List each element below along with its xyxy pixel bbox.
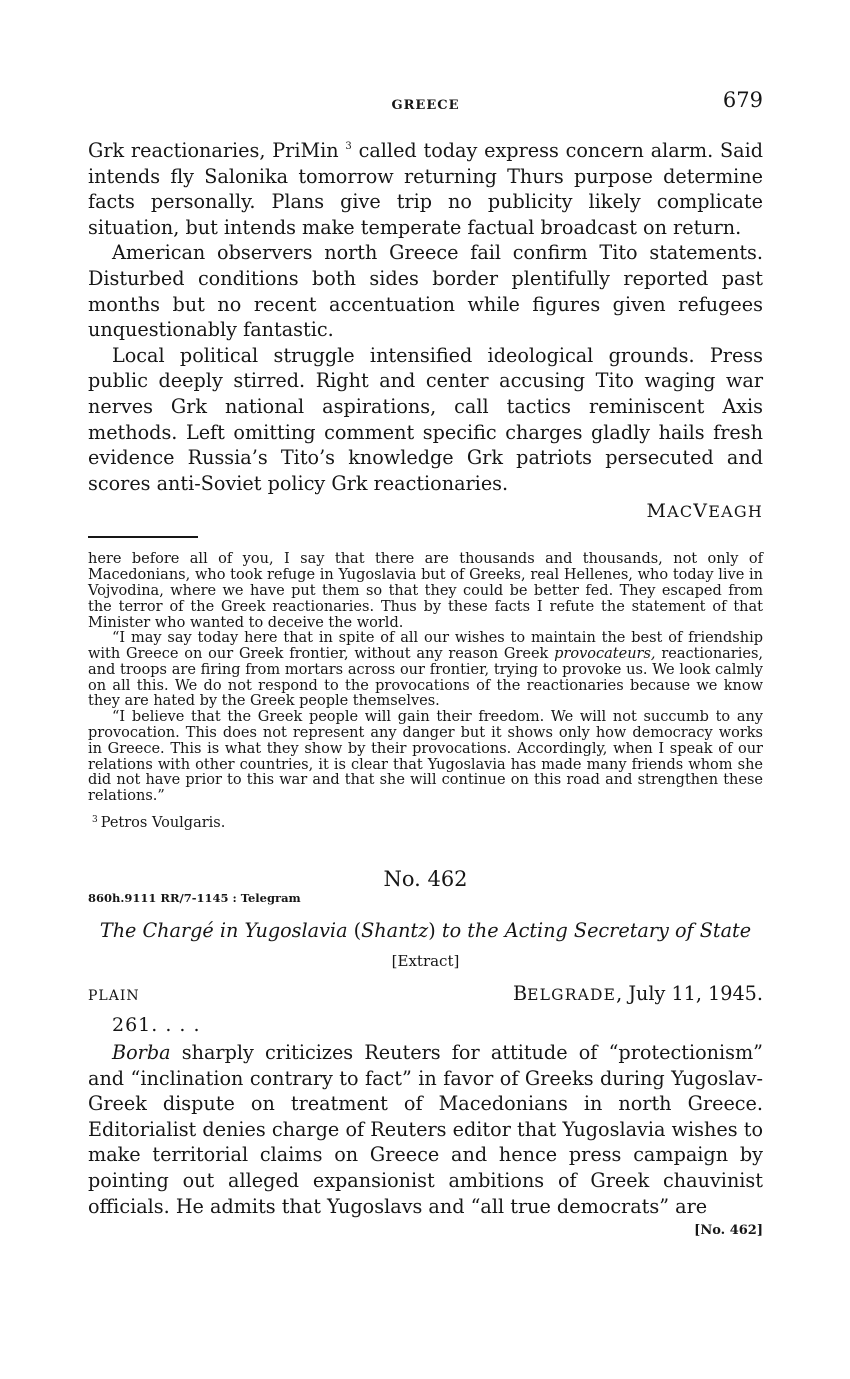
footnote-frontier-italic: provocateurs, [554,646,656,663]
title-paren-open: ( [353,919,362,943]
footnote-continuation: here before all of you, I say that there are thousands and thousands, not only of Macedonians, who took refuge in Yugoslavia but of Greeks, real Hellenes, who today live in Vojvodina, where we have put them so that they could be better fed. They escaped from the terror of the Greek reactionaries. Thus by these facts I refute the statement of that Minister who wanted to deceive the world. [88,551,763,631]
date: , July 11, 1945. [616,982,763,1006]
title-paren-close: ) [428,919,436,943]
footnote-paragraph-frontier [88,631,763,710]
page-header [88,88,763,124]
footnote-3-number: 3 [92,815,98,826]
signature-part-eagh: EAGH [708,502,763,522]
borba-italic: Borba [112,1041,171,1065]
signature-initial-v: V [693,500,709,523]
continuation-marker: [No. 462] [694,1223,763,1239]
signature-part-ac: AC [667,502,694,522]
document-title-start: The Chargé in Yugoslavia [99,919,348,943]
place-date [513,982,763,1005]
signature-initial-m: M [646,500,668,523]
footnote-paragraph-freedom: “I believe that the Greek people will gain their freedom. We will not succumb to any provocation. This does not represent any danger but it shows only how democracy works in Greece. This is what they show by their provocations. Accordingly, when I speak of our relations with other countries, it is clear that Yugoslavia has made many friends whom she did not have prior to this war and that she will continue on this road and strengthen these relations.” [88,709,763,805]
paragraph-primin-rest: called today express concern alarm. Said intends fly Salonika tomorrow returning Thurs purpose determine facts personally. Plans give trip no publicity likely complicate situation, but intends make temperate factual broadcast on return. [88,139,763,239]
footnote-3 [92,815,763,831]
document-page [88,88,763,1238]
place-initial: B [513,982,528,1006]
title-name: Shantz [361,919,429,943]
classification: PLAIN [88,988,140,1005]
footnote-marker: 3 [345,141,352,152]
paragraph-borba [88,1040,763,1219]
file-reference: 860h.9111 RR/7-1145 : Telegram [88,891,301,906]
extract-label: [Extract] [391,952,460,971]
footnote-frontier-start: “I may say today here that in spite of all our wishes to maintain the best of friendship with Greece on our Greek frontier, without any reason Greek [88,630,763,663]
footnote-divider [88,536,198,538]
paragraph-primin [88,134,763,240]
paragraph-political-struggle: Local political struggle intensified ideological grounds. Press public deeply stirred. Right and center accusing Tito waging war nerves Grk national aspirations, call tactics reminiscent Axis methods. Left omitting comment specific charges gladly hails fresh evidence Russia’s Tito’s knowledge Grk patriots persecuted and scores anti-Soviet policy Grk reactionaries. [88,343,763,495]
telegram-serial: 261. . . . [112,1014,201,1037]
dateline [88,982,763,1010]
page-number: 679 [722,88,763,112]
paragraph-observers: American observers north Greece fail confirm Tito statements. Disturbed conditions both sides border plentifully reported past months but no recent accentuation while figures given refugees unquestionably fantastic. [88,241,763,342]
footnote-3-text: Petros Voulgaris. [100,815,226,832]
document-title [88,919,763,942]
footnote-frontier-rest: reactionaries, and troops are firing from mortars across our frontier, trying to provoke us. We look calmly on all this. We do not respond to the provocations of the reactionaries because we know they are hated by the Greek people themselves. [88,646,763,710]
paragraph-primin-start: Grk reactionaries, PriMin [88,139,339,162]
borba-text: sharply criticizes Reuters for attitude of “protectionism” and “inclination contrary to fact” in favor of Greeks during Yugoslav-Greek dispute on treatment of Macedonians in north Greece. Editorialist denies charge of Reuters editor that Yugoslavia wishes to make territorial claims on Greece and hence press campaign by pointing out alleged expansionist ambitions of Greek chauvinist officials. He admits that Yugoslavs and “all true democrats” are [88,1041,763,1218]
document-number: No. 462 [383,867,468,892]
place-rest: ELGRADE [527,986,617,1005]
document-title-end: to the Acting Secretary of State [441,919,752,943]
running-title: GREECE [391,98,460,113]
signature-macveagh [88,500,763,522]
